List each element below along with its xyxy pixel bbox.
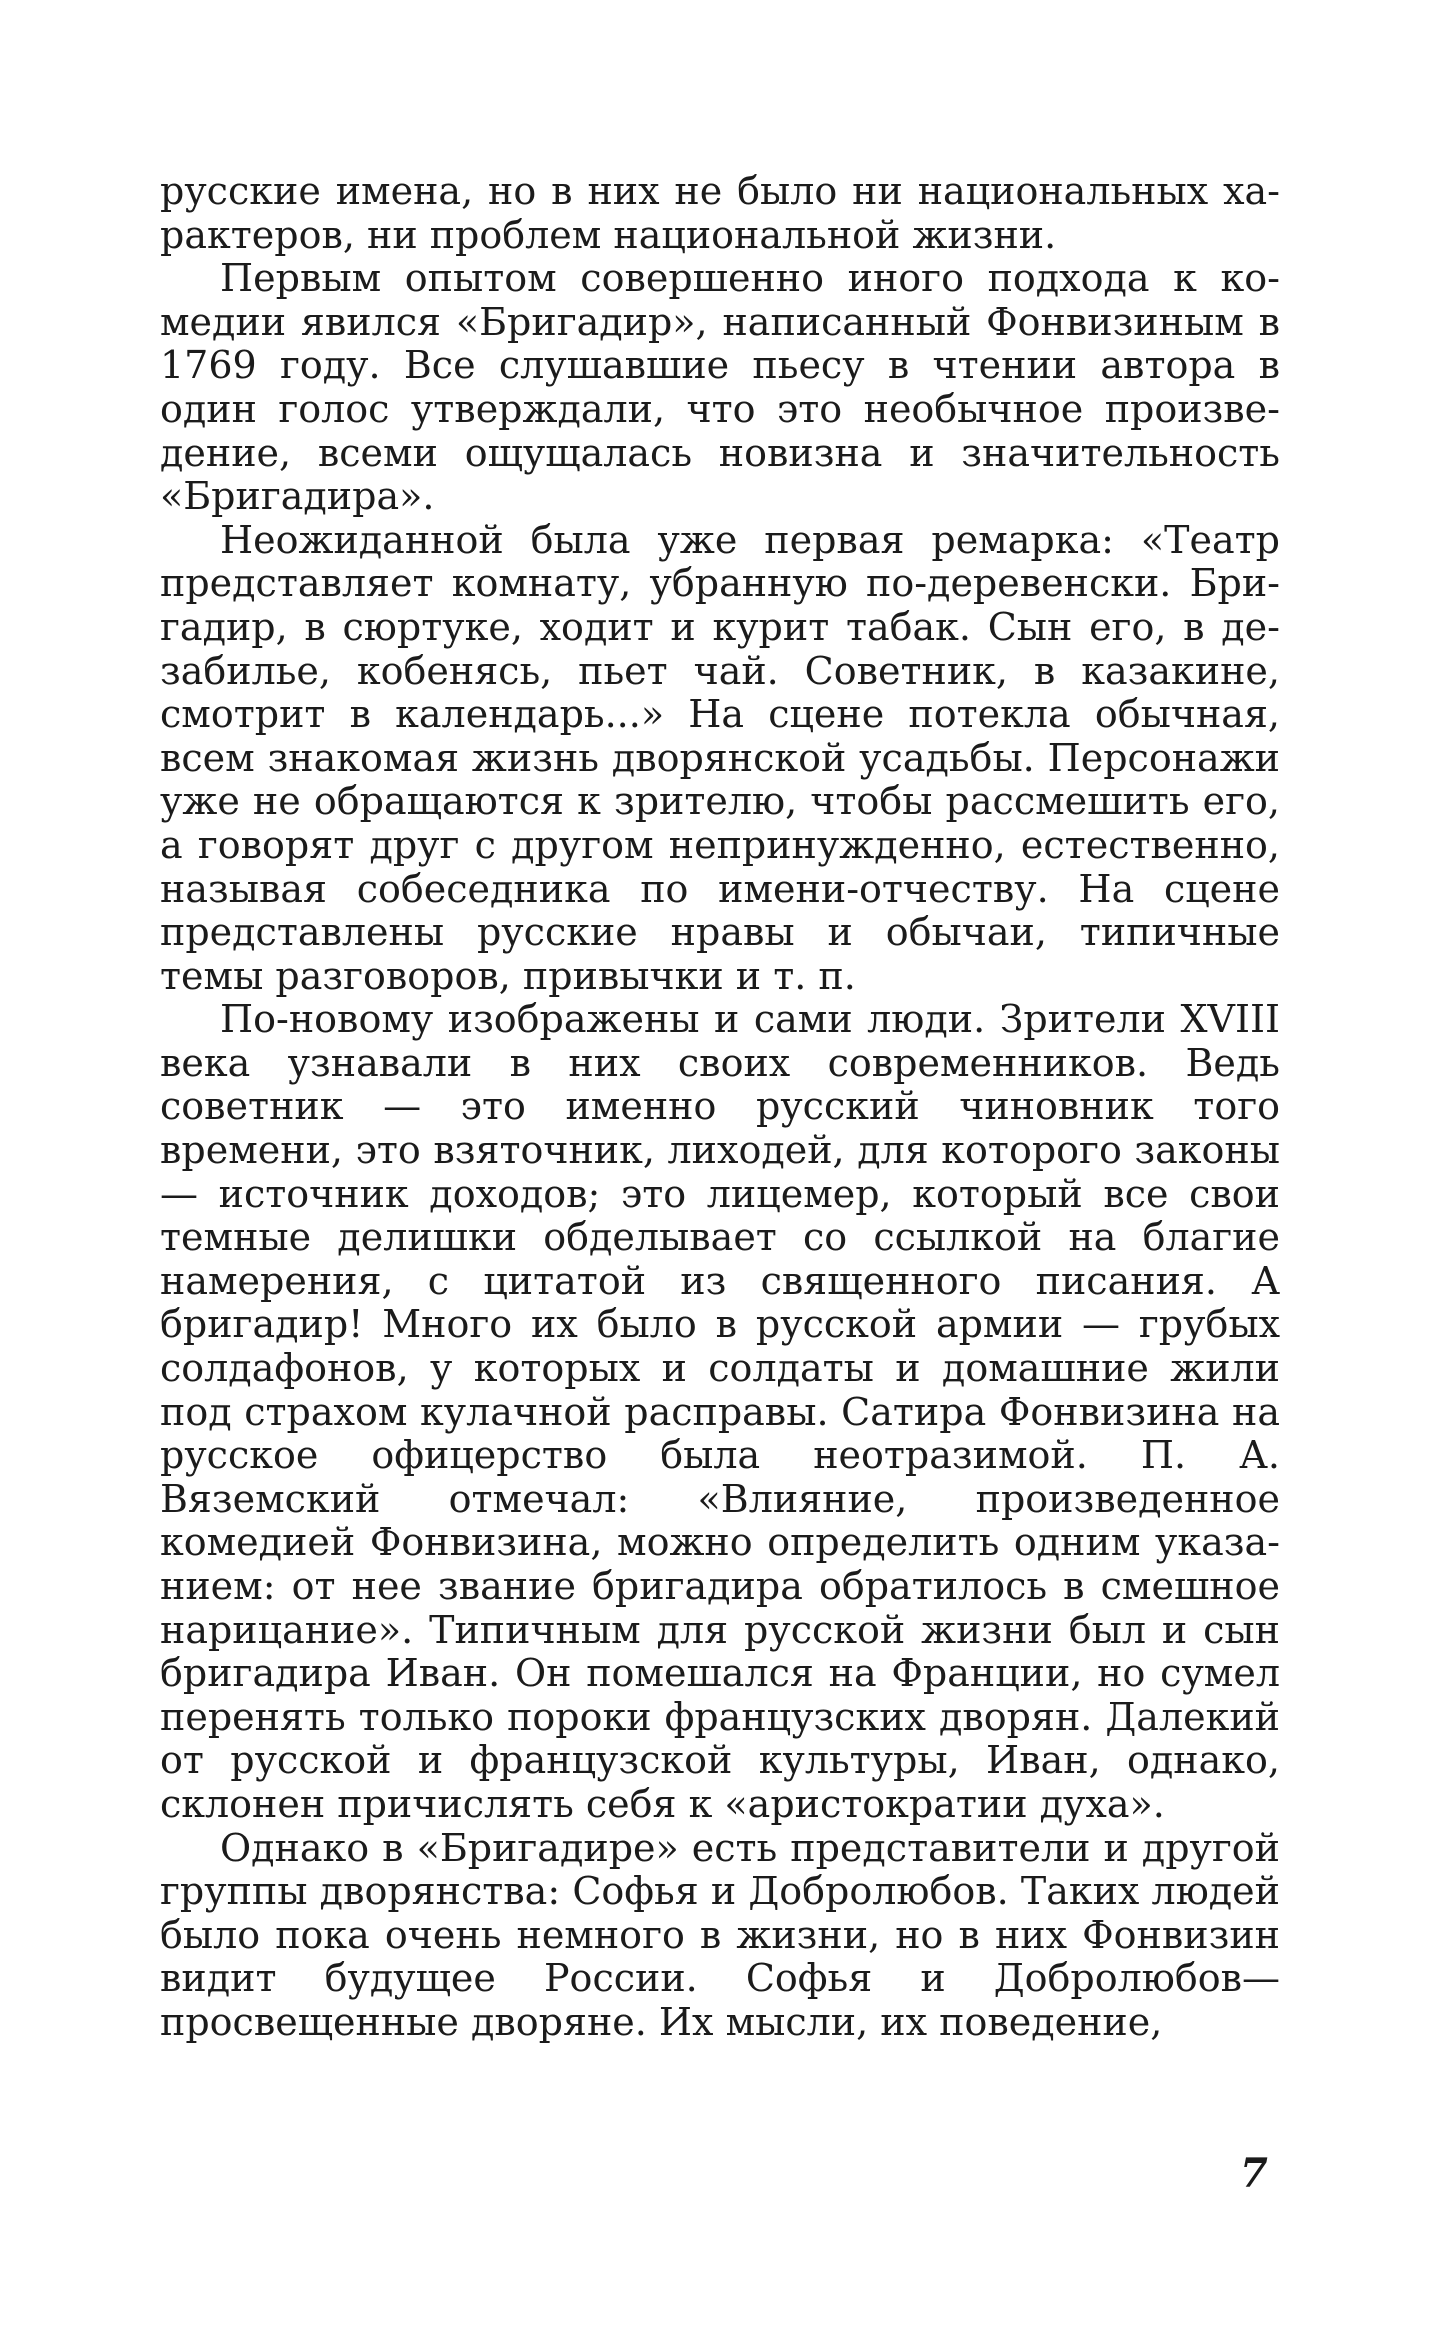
paragraph-1: русские имена, но в них не было ни национальных характеров, ни проблем национальной жизни. [160,169,1280,257]
paragraph-5: Однако в «Бригадире» есть представители и другой группы дворянства: Софья и Добролюбов. Таких людей было пока очень немного в жизни, но в них Фонвизин видит будущее России. Софья и Добролюбов—просвещенные дворяне. Их мысли, их поведение, [160,1825,1280,2044]
book-page-text [160,170,1280,2045]
paragraph-2: Первым опытом совершенно иного подхода к комедии явился «Бригадир», написанный Фонвизиным в 1769 году. Все слушавшие пьесу в чтении автора в один голос утверждали, что это необычное произведение, всеми ощущалась новизна и значительность «Бригадира». [160,256,1280,519]
paragraph-4: По-новому изображены и сами люди. Зрители XVIII века узнавали в них своих современников. Ведь советник — это именно русский чиновник того времени, это взяточник, лиходей, для которого законы — источник доходов; это лицемер, который все свои темные делишки обделывает со ссылкой на благие намерения, с цитатой из священного писания. А бригадир! Много их было в русской армии — грубых солдафонов, у которых и солдаты и домашние жили под страхом кулачной расправы. Сатира Фонвизина на русское офицерство была неотразимой. П. А. Вяземский отмечал: «Влияние, произведенное комедией Фонвизина, можно определить одним указанием: от нее звание бригадира обратилось в смешное нарицание». Типичным для русской жизни был и сын бригадира Иван. Он помешался на Франции, но сумел перенять только пороки французских дворян. Далекий от русской и французской культуры, Иван, однако, склонен причислять себя к «аристократии духа». [160,997,1280,1826]
paragraph-3: Неожиданной была уже первая ремарка: «Театр представляет комнату, убранную по-деревенски. Бригадир, в сюртуке, ходит и курит табак. Сын его, в дезабилье, кобенясь, пьет чай. Советник, в казакине, смотрит в календарь...» На сцене потекла обычная, всем знакомая жизнь дворянской усадьбы. Персонажи уже не обращаются к зрителю, чтобы рассмешить его, а говорят друг с другом непринужденно, естественно, называя собеседника по имени-отчеству. На сцене представлены русские нравы и обычаи, типичные темы разговоров, привычки и т. п. [160,517,1280,998]
page-number: 7 [1240,2150,1268,2197]
